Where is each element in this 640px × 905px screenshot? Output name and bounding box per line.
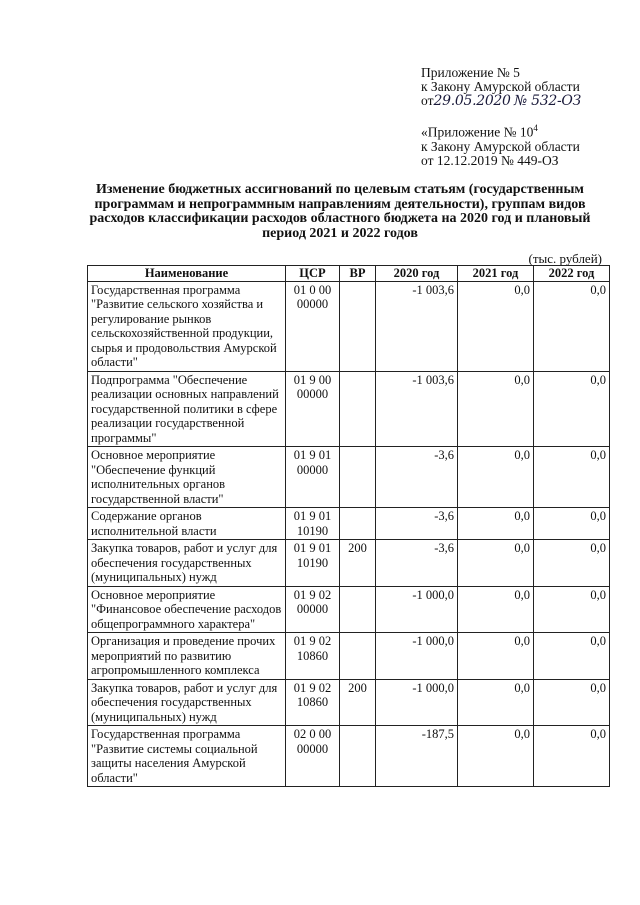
row-vr: 200 bbox=[340, 540, 376, 587]
table-row bbox=[88, 508, 610, 540]
row-name: Основное мероприятие "Финансовое обеспечение расходов общепрограммного характера" bbox=[88, 586, 286, 633]
row-name: Государственная программа "Развитие сельского хозяйства и регулирование рынков сельскохозяйственной продукции, сырья и продовольствия Амурской области" bbox=[88, 281, 286, 371]
appendix-law-ref: к Закону Амурской области bbox=[421, 79, 580, 94]
row-2022: 0,0 bbox=[534, 726, 610, 787]
row-2022: 0,0 bbox=[534, 371, 610, 447]
row-name: Закупка товаров, работ и услуг для обеспечения государственных (муниципальных) нужд bbox=[88, 679, 286, 726]
row-vr: 200 bbox=[340, 679, 376, 726]
budget-table bbox=[87, 265, 610, 787]
row-csr: 01 9 02 00000 bbox=[286, 586, 340, 633]
row-2021: 0,0 bbox=[458, 726, 534, 787]
table-row bbox=[88, 281, 610, 371]
row-vr bbox=[340, 281, 376, 371]
appendix-date-line bbox=[421, 94, 581, 108]
row-2022: 0,0 bbox=[534, 540, 610, 587]
table-row bbox=[88, 540, 610, 587]
previous-appendix-date: от 12.12.2019 № 449-ОЗ bbox=[421, 152, 559, 168]
row-2022: 0,0 bbox=[534, 281, 610, 371]
row-name: Содержание органов исполнительной власти bbox=[88, 508, 286, 540]
row-2022: 0,0 bbox=[534, 586, 610, 633]
row-2021: 0,0 bbox=[458, 281, 534, 371]
appendix-from-prefix: от bbox=[421, 93, 434, 108]
table-row bbox=[88, 633, 610, 680]
row-vr bbox=[340, 508, 376, 540]
row-csr: 01 0 00 00000 bbox=[286, 281, 340, 371]
units-label: (тыс. рублей) bbox=[528, 251, 602, 266]
previous-appendix-number: «Приложение № $10^4$ bbox=[421, 123, 538, 140]
row-vr bbox=[340, 633, 376, 680]
row-2022: 0,0 bbox=[534, 679, 610, 726]
row-csr: 02 0 00 00000 bbox=[286, 726, 340, 787]
table-row bbox=[88, 447, 610, 508]
row-name: Государственная программа "Развитие системы социальной защиты населения Амурской области" bbox=[88, 726, 286, 787]
row-2020: -1 000,0 bbox=[376, 679, 458, 726]
header-2020: 2020 год bbox=[376, 266, 458, 282]
row-csr: 01 9 01 10190 bbox=[286, 508, 340, 540]
row-name: Организация и проведение прочих мероприятий по развитию агропромышленного комплекса bbox=[88, 633, 286, 680]
row-2020: -3,6 bbox=[376, 447, 458, 508]
row-csr: 01 9 02 10860 bbox=[286, 633, 340, 680]
row-2021: 0,0 bbox=[458, 633, 534, 680]
header-name: Наименование bbox=[88, 266, 286, 282]
row-csr: 01 9 00 00000 bbox=[286, 371, 340, 447]
row-csr: 01 9 02 10860 bbox=[286, 679, 340, 726]
row-csr: 01 9 01 00000 bbox=[286, 447, 340, 508]
row-2021: 0,0 bbox=[458, 540, 534, 587]
row-2021: 0,0 bbox=[458, 508, 534, 540]
row-vr bbox=[340, 447, 376, 508]
row-2020: -187,5 bbox=[376, 726, 458, 787]
row-vr bbox=[340, 586, 376, 633]
previous-appendix-law-ref: к Закону Амурской области bbox=[421, 138, 580, 154]
row-2022: 0,0 bbox=[534, 633, 610, 680]
handwritten-number: № 532-ОЗ bbox=[514, 93, 581, 109]
row-name: Основное мероприятие "Обеспечение функций исполнительных органов государственной власти" bbox=[88, 447, 286, 508]
row-2021: 0,0 bbox=[458, 679, 534, 726]
row-2021: 0,0 bbox=[458, 371, 534, 447]
table-row bbox=[88, 726, 610, 787]
header-vr: ВР bbox=[340, 266, 376, 282]
row-2020: -1 000,0 bbox=[376, 633, 458, 680]
document-title: Изменение бюджетных ассигнований по целевым статьям (государственным программам и непрограммным направлениям деятельности), группам видов расходов классификации расходов областного бюджета на 2020 год и плановый период 2021 и 2022 годов bbox=[89, 182, 591, 241]
previous-appendix-header bbox=[421, 121, 580, 168]
appendix-header bbox=[421, 66, 581, 108]
row-2020: -1 000,0 bbox=[376, 586, 458, 633]
table-row bbox=[88, 586, 610, 633]
row-2022: 0,0 bbox=[534, 447, 610, 508]
row-name: Закупка товаров, работ и услуг для обеспечения государственных (муниципальных) нужд bbox=[88, 540, 286, 587]
row-vr bbox=[340, 726, 376, 787]
handwritten-date: 29.05.2020 bbox=[433, 93, 511, 109]
row-2021: 0,0 bbox=[458, 447, 534, 508]
row-2021: 0,0 bbox=[458, 586, 534, 633]
row-2020: -3,6 bbox=[376, 508, 458, 540]
header-2021: 2021 год bbox=[458, 266, 534, 282]
table-header-row bbox=[88, 266, 610, 282]
row-2022: 0,0 bbox=[534, 508, 610, 540]
row-csr: 01 9 01 10190 bbox=[286, 540, 340, 587]
row-name: Подпрограмма "Обеспечение реализации основных направлений государственной политики в сфере реализации государственной программы" bbox=[88, 371, 286, 447]
appendix-superscript: 4 bbox=[533, 123, 538, 133]
table-row bbox=[88, 679, 610, 726]
header-csr: ЦСР bbox=[286, 266, 340, 282]
header-2022: 2022 год bbox=[534, 266, 610, 282]
appendix-number: Приложение № 5 bbox=[421, 65, 520, 80]
row-2020: -3,6 bbox=[376, 540, 458, 587]
row-2020: -1 003,6 bbox=[376, 371, 458, 447]
row-vr bbox=[340, 371, 376, 447]
table-row bbox=[88, 371, 610, 447]
row-2020: -1 003,6 bbox=[376, 281, 458, 371]
